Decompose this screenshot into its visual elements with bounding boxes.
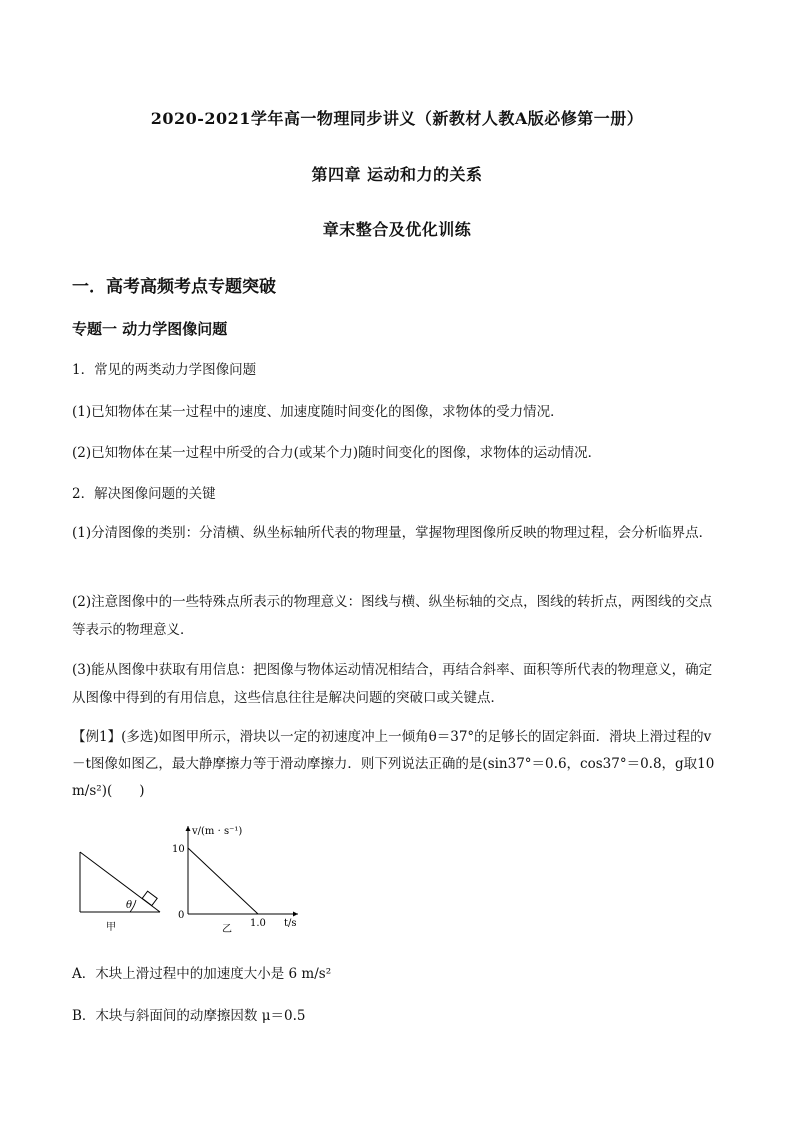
block-shape xyxy=(142,891,157,905)
heading-level-1: 一．高考高频考点专题突破 xyxy=(72,277,276,297)
figure-a-label: 甲 xyxy=(106,922,116,933)
paragraph-item: (1)分清图像的类别：分清横、纵坐标轴所代表的物理量，掌握物理图像所反映的物理过程，会分析临界点． xyxy=(72,525,713,541)
option-b: B．木块与斜面间的动摩擦因数 μ＝0.5 xyxy=(72,1008,306,1024)
incline-diagram xyxy=(80,852,160,933)
paragraph-item: (2)已知物体在某一过程中所受的合力(或某个力)随时间变化的图像，求物体的运动情况． xyxy=(72,445,602,461)
series-line xyxy=(188,848,258,914)
angle-label: θ xyxy=(126,900,133,911)
y-tick-label: 10 xyxy=(172,844,185,855)
paragraph-item: (1)已知物体在某一过程中的速度、加速度随时间变化的图像，求物体的受力情况． xyxy=(72,404,564,420)
y-axis-arrow xyxy=(186,826,191,831)
paragraph-item: (3)能从图像中获取有用信息：把图像与物体运动情况相结合，再结合斜率、面积等所代表的物理意义，确定从图像中得到的有用信息，这些信息往往是解决问题的突破口或关键点． xyxy=(72,662,713,706)
figure-b-label: 乙 xyxy=(222,924,232,935)
chapter-title: 第四章 运动和力的关系 xyxy=(311,165,483,184)
x-tick-label: 1.0 xyxy=(250,918,266,929)
y-axis-label: v/(m · s⁻¹) xyxy=(192,826,243,837)
document-title: 2020-2021学年高一物理同步讲义（新教材人教A版必修第一册） xyxy=(150,109,644,128)
x-axis-label: t/s xyxy=(284,918,297,929)
section-title: 章末整合及优化训练 xyxy=(322,220,472,239)
example-question: 【例1】(多选)如图甲所示，滑块以一定的初速度冲上一倾角θ＝37°的足够长的固定斜面．滑块上滑过程的v－t图像如图乙，最大静摩擦力等于滑动摩擦力．则下列说法正确的是(sin37°＝0.6，cos37°＝0.8，g取10 m/s²)( ) xyxy=(72,729,715,799)
paragraph-item: (2)注意图像中的一些特殊点所表示的物理意义：图线与横、纵坐标轴的交点，图线的转折点，两图线的交点等表示的物理意义． xyxy=(72,594,713,638)
x-axis-arrow xyxy=(293,912,298,917)
option-a: A．木块上滑过程中的加速度大小是 6 m/s² xyxy=(72,966,332,982)
paragraph-item: 2．解决图像问题的关键 xyxy=(72,486,216,502)
origin-label: 0 xyxy=(178,910,185,921)
heading-level-2: 专题一 动力学图像问题 xyxy=(72,320,228,338)
paragraph-item: 1．常见的两类动力学图像问题 xyxy=(72,362,257,378)
vt-graph xyxy=(172,826,298,935)
example-figure xyxy=(72,820,312,940)
